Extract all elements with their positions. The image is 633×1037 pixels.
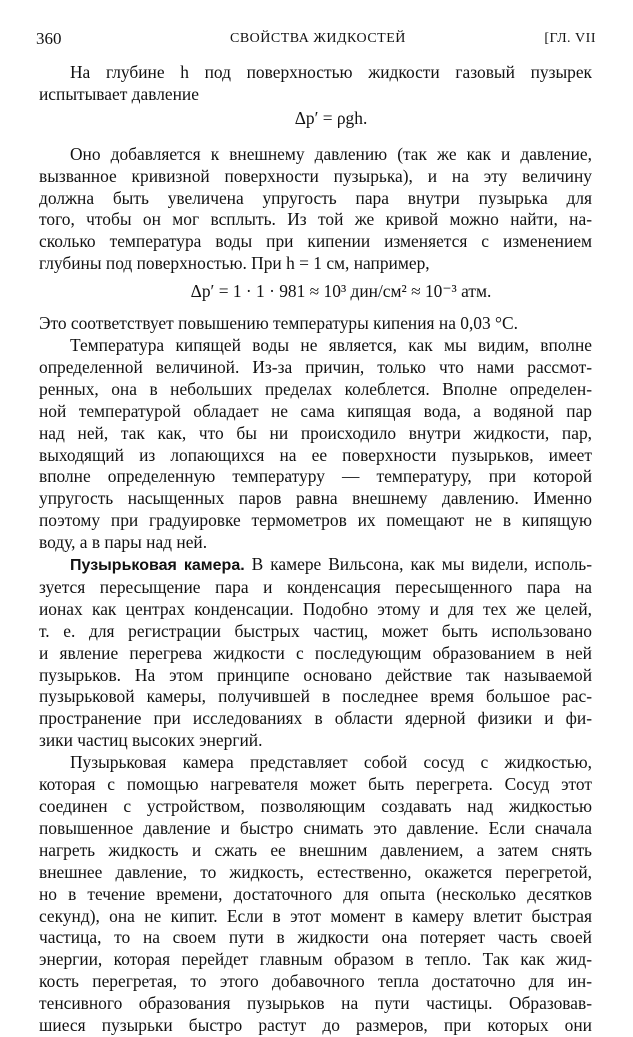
- text-line: должна быть увеличена упругость пара внутри пузырька для: [39, 187, 592, 208]
- text-line: воду, а в пары над ней.: [39, 532, 208, 553]
- text-line: пространение при исследованиях в области ядерной физики и фи-: [39, 708, 592, 729]
- text-line: пузырьковой камеры, получившей в последнее время большое рас-: [39, 686, 592, 707]
- text-line: На глубине h под поверхностью жидкости газовый пузырек: [70, 62, 592, 82]
- paragraph-3: [39, 313, 592, 335]
- paragraph-5: [39, 554, 593, 752]
- text-line: вызванное кривизной поверхности пузырька), и на эту величину: [39, 165, 592, 186]
- text-line: Это соответствует повышению температуры кипения на 0,03 °С.: [39, 313, 518, 334]
- text-line: того, чтобы он мог всплыть. Из той же кривой можно найти, на-: [39, 209, 592, 230]
- text-line: нагреть жидкость и сжать ее внешним давлением, а затем снять: [39, 839, 592, 860]
- text-line: зики частиц высоких энергий.: [39, 730, 263, 751]
- text-line: Пузырьковая камера представляет собой сосуд с жидкостью,: [70, 752, 592, 773]
- text-line: шиеся пузырьки быстро растут до размеров, при которых они: [39, 1015, 592, 1036]
- running-title: СВОЙСТВА ЖИДКОСТЕЙ: [230, 31, 406, 46]
- formula-numeric: Δp′ = 1 · 1 · 981 ≈ 10³ дин/см² ≈ 10⁻³ атм.: [190, 281, 492, 302]
- text-line: Температура кипящей воды не является, как мы видим, вполне: [70, 334, 592, 355]
- text-line: глубины под поверхностью. При h = 1 см, например,: [39, 253, 430, 274]
- text-line-rest: В камере Вильсона, как мы видели, исполь-: [244, 554, 593, 575]
- text-line: соединен с устройством, позволяющим создавать над жидкостью: [39, 796, 592, 816]
- text-line: ионах как центрах конденсации. Подобно этому и для тех же целей,: [39, 598, 592, 619]
- text-line: тенсивного образования пузырьков на пути частицы. Образовав-: [39, 993, 592, 1014]
- text-line: вполне определенную температуру — температуру, при которой: [39, 466, 592, 487]
- text-line: Оно добавляется к внешнему давлению (так же как и давление,: [70, 143, 592, 164]
- text-line: ной температурой обладает не сама кипящая вода, а водяной пар: [39, 400, 592, 421]
- text-line: сколько температура воды при кипении изменяется с изменением: [39, 231, 592, 252]
- text-line: определенной величиной. Из-за причин, только что нами рассмот-: [39, 356, 592, 377]
- running-header: [36, 29, 596, 51]
- text-line: частица, то на своем пути в жидкости она потеряет часть своей: [39, 927, 592, 948]
- paragraph-6: [39, 752, 592, 1037]
- paragraph-2: [39, 143, 592, 275]
- text-line: и явление перегрева жидкости с последующим образованием в ней: [39, 642, 592, 663]
- text-line: выходящий из лопающихся на ее поверхности пузырьков, имеет: [39, 444, 592, 465]
- text-line: т. е. для регистрации быстрых частиц, может быть использовано: [39, 620, 592, 641]
- text-line: внешнее давление, то жидкость, естественно, окажется перегретой,: [39, 861, 592, 882]
- text-line: испытывает давление: [39, 83, 199, 104]
- body-text: [39, 62, 593, 1037]
- text-line: зуется пересыщение пара и конденсация пересыщенного пара на: [39, 576, 592, 597]
- text-line: энергии, которая перейдет главным образом в тепло. Так как жид-: [39, 949, 592, 970]
- text-line: ренных, она в небольших пределах колеблется. Вполне определен-: [39, 378, 592, 399]
- paragraph-4: [39, 334, 592, 554]
- text-line: которая с помощью нагревателя может быть перегрета. Сосуд этот: [39, 774, 592, 795]
- text-line: секунд), она не кипит. Если в этот момент в камеру влетит быстрая: [39, 905, 592, 926]
- text-line: над ней, так как, что бы ни происходило внутри жидкости, пар,: [39, 422, 592, 443]
- text-line: повышенное давление и быстро снимать это давление. Если сначала: [39, 817, 592, 838]
- text-line: пузырьков. На этом принципе основано действие так называемой: [39, 664, 592, 685]
- text-line: поэтому при градуировке термометров их помещают не в кипящую: [39, 510, 592, 531]
- chapter-label: [ГЛ. VII: [544, 31, 596, 46]
- text-line: кость перегретая, то этого добавочного тепла достаточно для ин-: [39, 971, 592, 992]
- formula-pressure-depth: Δp′ = ρgh.: [294, 107, 368, 128]
- paragraph-1: [39, 62, 592, 106]
- text-line: [70, 554, 592, 577]
- text-line: но в течение времени, достаточного для опыта (несколько десятков: [39, 883, 592, 904]
- section-heading: Пузырьковая камера.: [70, 557, 245, 575]
- page-number: 360: [36, 29, 62, 48]
- text-line: упругость насыщенных паров равна внешнему давлению. Именно: [39, 488, 592, 509]
